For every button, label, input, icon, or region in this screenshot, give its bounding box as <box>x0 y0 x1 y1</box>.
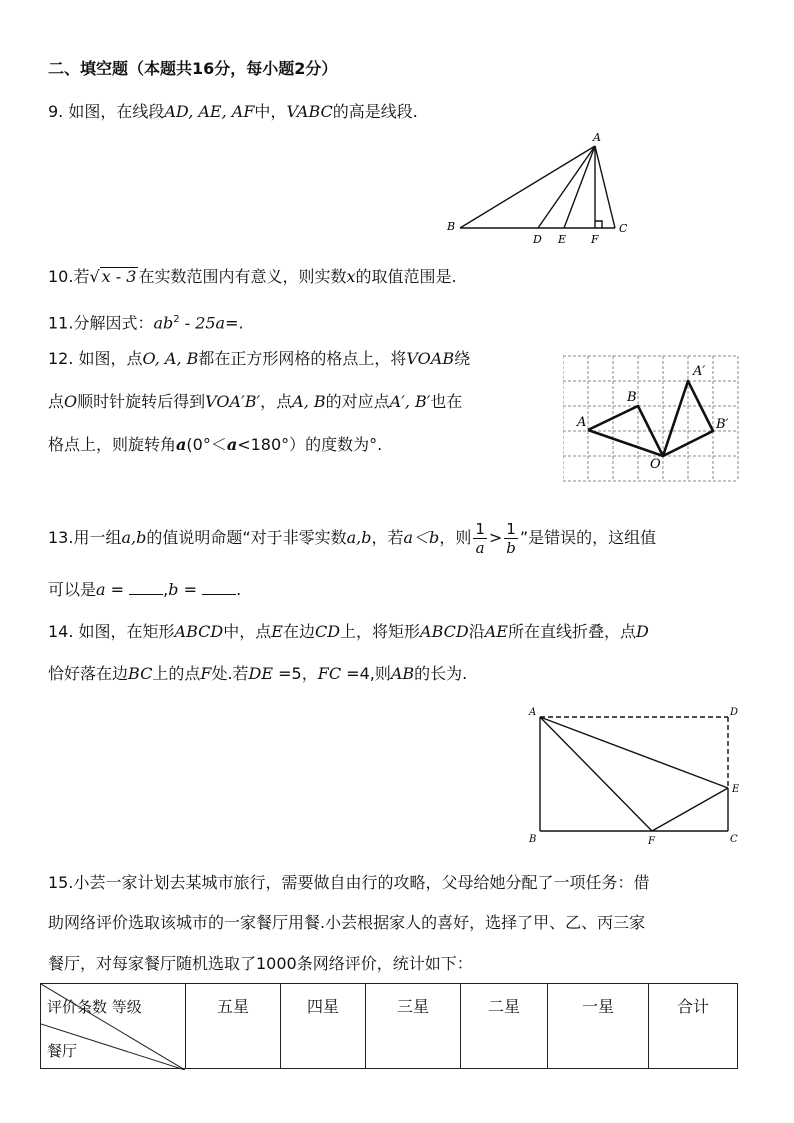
q13-l2-eq2: = <box>178 580 203 599</box>
q12-l2-e: 也在 <box>430 392 463 411</box>
q13-vars: a,b <box>121 528 147 547</box>
q12-l2-d: 的对应点 <box>325 392 390 411</box>
q11-expr: ab <box>153 313 174 333</box>
q13-mid3: ，则 <box>439 528 472 547</box>
q13-l2-bvar: b <box>168 580 179 599</box>
q13-l2-avar: a <box>96 580 106 599</box>
q9-text-c: 的高是线段. <box>332 102 418 121</box>
q12-label-o: O <box>650 457 661 472</box>
q9-label-f: F <box>591 233 599 246</box>
header-one-star: 一星 <box>548 984 649 1069</box>
header-five-star: 五星 <box>186 984 281 1069</box>
q9-label-a: A <box>593 131 601 144</box>
question-13-line-1 <box>48 520 656 560</box>
q14-label-b: B <box>529 834 537 845</box>
q12-l2-triangle: VOA′B′ <box>205 392 261 411</box>
corner-bottom-label: 餐厅 <box>47 1042 78 1060</box>
q14-l1-e: 沿 <box>468 622 485 641</box>
q14-ae: AE <box>484 622 508 641</box>
q14-l2-a: 恰好落在边 <box>48 664 129 683</box>
section-title: 二、填空题（本题共16分，每小题2分） <box>48 59 338 78</box>
q14-l1-d: 上，将矩形 <box>340 622 421 641</box>
q14-cd: CD <box>314 622 341 641</box>
header-total: 合计 <box>649 984 738 1069</box>
q14-e: E <box>271 622 283 641</box>
q12-label-b-prime: B′ <box>716 417 729 432</box>
q13-condition: a＜b <box>403 528 440 547</box>
q14-l2-e: =4,则 <box>341 664 391 683</box>
q12-grid-figure <box>563 354 741 482</box>
q12-l2-o: O <box>64 392 78 411</box>
q12-label-a: A <box>577 415 587 430</box>
q10-post: 在实数范围内有意义，则实数 <box>138 267 347 286</box>
q14-ab: AB <box>390 664 415 683</box>
q11-pre: 11.分解因式： <box>48 313 154 333</box>
q9-number: 9. <box>48 102 64 121</box>
q10-radicand: x - 3 <box>101 267 137 286</box>
q12-l2-a: 点 <box>48 392 65 411</box>
q14-fc: FC <box>317 664 342 683</box>
question-12-line-1 <box>48 348 470 370</box>
q9-label-d: D <box>533 233 542 246</box>
q12-l2-c: ，点 <box>260 392 293 411</box>
sqrt-sign: √ <box>89 267 100 286</box>
q12-l3-b: (0°＜ <box>186 435 227 454</box>
q10-post2: 的取值范围是. <box>355 267 457 286</box>
q12-l1-points: O, A, B <box>142 349 199 368</box>
q14-l1-f: 所在直线折叠，点 <box>507 622 636 641</box>
q13-frac-num-b: 1 <box>506 520 516 538</box>
q13-mid: 的值说明命题“对于非零实数 <box>146 528 347 547</box>
question-14-line-1 <box>48 621 649 643</box>
q14-rect: ABCD <box>174 622 224 641</box>
q14-label-d: D <box>730 707 739 718</box>
q14-label-e: E <box>732 784 740 795</box>
q13-gt: > <box>488 528 503 547</box>
question-11 <box>48 309 244 334</box>
q14-l1-c: 在边 <box>282 622 315 641</box>
q12-label-b: B <box>627 390 637 405</box>
header-four-star: 四星 <box>281 984 366 1069</box>
q12-l1-b: 都在正方形网格的格点上，将 <box>198 349 407 368</box>
table-header-row <box>41 984 738 1069</box>
corner-top-label: 评价条数 等级 <box>47 998 142 1016</box>
q13-pre: 13.用一组 <box>48 528 122 547</box>
question-10 <box>48 266 457 288</box>
evaluation-table <box>40 983 738 1069</box>
q13-fraction-b <box>504 520 518 557</box>
q11-expr2: - 25a <box>179 313 226 333</box>
q14-l1-b: 中，点 <box>223 622 272 641</box>
q11-post: =. <box>225 313 244 333</box>
q14-rect2: ABCD <box>420 622 469 641</box>
table-corner-cell <box>41 984 186 1069</box>
q12-alpha2: a <box>226 435 238 454</box>
q9-label-c: C <box>619 222 628 235</box>
q12-label-a-prime: A′ <box>693 364 706 379</box>
q9-label-e: E <box>558 233 567 246</box>
q13-post: ”是错误的，这组值 <box>519 528 657 547</box>
q11-exponent: 2 <box>173 314 180 325</box>
q14-d: D <box>636 622 649 641</box>
question-12-line-3 <box>48 434 382 456</box>
q14-l2-c: 处.若 <box>211 664 249 683</box>
q14-label-c: C <box>730 834 738 845</box>
q10-var: x <box>346 267 356 286</box>
q14-l2-f: 的长为. <box>414 664 468 683</box>
q13-fraction-a <box>473 520 487 557</box>
q9-segments: AD, AE, AF <box>164 102 255 121</box>
question-9 <box>48 101 418 123</box>
q12-l1-c: 绕 <box>454 349 471 368</box>
q14-f: F <box>200 664 212 683</box>
q14-de: DE <box>248 664 274 683</box>
q13-frac-den-b: b <box>506 539 516 557</box>
question-15-line-1: 15.小芸一家计划去某城市旅行，需要做自由行的攻略，父母给她分配了一项任务：借 <box>48 873 650 892</box>
q12-l1-triangle: VOAB <box>406 349 455 368</box>
q9-text-a: 如图，在线段 <box>68 102 165 121</box>
q12-l1-a: 12. 如图，点 <box>48 349 143 368</box>
q12-l2-points2: A′, B′ <box>389 392 431 411</box>
header-two-star: 二星 <box>461 984 548 1069</box>
question-12-line-2 <box>48 391 462 413</box>
q13-l2-a: 可以是 <box>48 580 97 599</box>
q14-rectangle-figure <box>525 704 745 850</box>
q12-l3-c: <180°）的度数为°. <box>237 435 383 454</box>
q13-frac-num-a: 1 <box>475 520 485 538</box>
q14-l2-b: 上的点 <box>152 664 201 683</box>
q13-l2-end: . <box>236 580 242 599</box>
header-three-star: 三星 <box>366 984 461 1069</box>
q14-bc: BC <box>128 664 153 683</box>
q9-text-b: 中， <box>254 102 287 121</box>
q13-l2-eq: = <box>105 580 130 599</box>
q13-frac-den-a: a <box>475 539 485 557</box>
question-13-line-2 <box>48 579 241 601</box>
question-15-line-2: 助网络评价选取该城市的一家餐厅用餐.小芸根据家人的喜好，选择了甲、乙、丙三家 <box>48 913 646 932</box>
q13-mid2: ，若 <box>371 528 404 547</box>
question-15-line-3: 餐厅，对每家餐厅随机选取了1000条网络评价，统计如下： <box>48 954 473 973</box>
q14-l1-a: 14. 如图，在矩形 <box>48 622 175 641</box>
q12-l2-b: 顺时针旋转后得到 <box>77 392 206 411</box>
q12-l2-points: A, B <box>292 392 326 411</box>
q14-label-f: F <box>648 836 655 847</box>
q13-l2-comma: , <box>163 580 169 599</box>
q10-pre: 10.若 <box>48 267 90 286</box>
answer-blank-a[interactable] <box>129 580 163 595</box>
question-14-line-2 <box>48 663 467 685</box>
q9-triangle-figure <box>440 128 640 248</box>
q14-label-a: A <box>529 707 537 718</box>
q12-l3-a: 格点上，则旋转角 <box>48 435 177 454</box>
q14-l2-d: =5， <box>273 664 318 683</box>
q9-triangle: VABC <box>286 102 333 121</box>
q9-label-b: B <box>447 220 456 233</box>
q13-vars2: a,b <box>346 528 372 547</box>
answer-blank-b[interactable] <box>202 580 236 595</box>
q12-alpha: a <box>176 435 187 454</box>
